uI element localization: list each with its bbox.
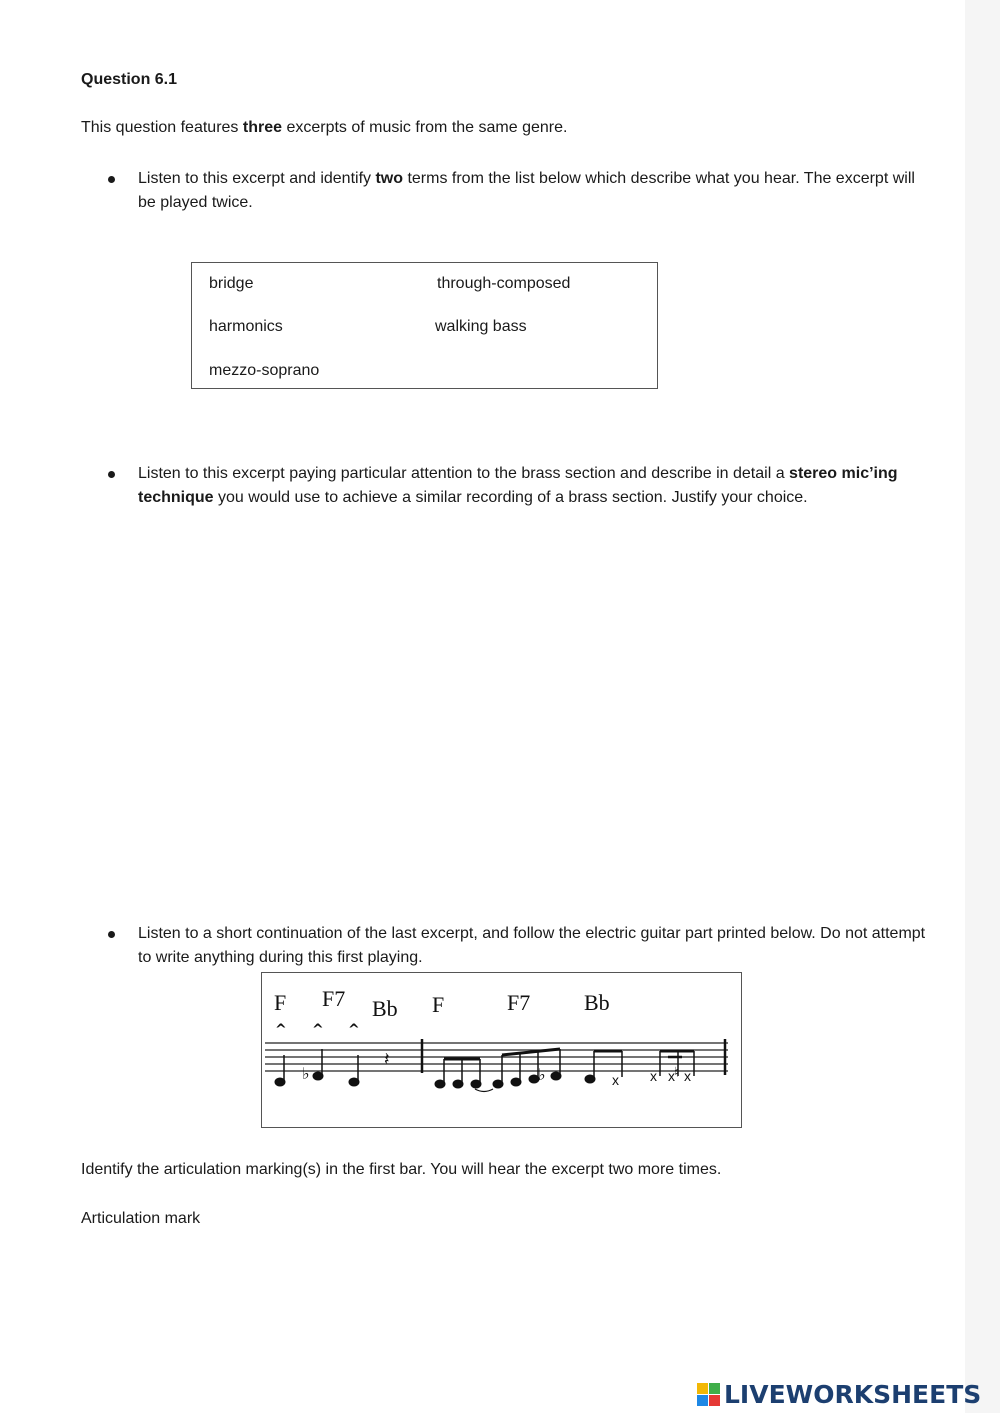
svg-text:x: x — [684, 1068, 691, 1084]
guitar-score — [261, 972, 742, 1128]
svg-text:x: x — [612, 1072, 619, 1088]
chord-symbol: F — [274, 990, 287, 1015]
term-option[interactable]: through-composed — [437, 275, 571, 292]
question-title: Question 6.1 — [81, 71, 178, 88]
score-notation — [262, 973, 743, 1129]
staff-lines — [265, 1043, 728, 1071]
accent-mark: ^ — [312, 1022, 324, 1038]
liveworksheets-logo — [697, 1378, 981, 1410]
term-option[interactable]: bridge — [209, 275, 254, 292]
term-option[interactable]: harmonics — [209, 318, 283, 335]
articulation-mark-label: Articulation mark — [81, 1210, 201, 1227]
svg-text:x: x — [650, 1068, 657, 1084]
bullet-mic-technique: Listen to this excerpt paying particular attention to the brass section and describe in detail a stereo mic’ing technique you would use to achieve a similar recording of a brass section. Justify your choice. — [108, 462, 928, 510]
logo-text: LIVEWORKSHEETS — [724, 1379, 982, 1409]
svg-text:♭: ♭ — [538, 1067, 546, 1084]
svg-text:♭: ♭ — [302, 1066, 310, 1083]
bullet-identify-terms: Listen to this excerpt and identify two terms from the list below which describe what you hear. The excerpt will be played twice. — [108, 167, 928, 215]
logo-icon — [697, 1383, 720, 1406]
chord-symbol: Bb — [372, 996, 398, 1021]
term-option[interactable]: walking bass — [435, 318, 527, 335]
notes — [275, 1049, 694, 1092]
bullet-guitar-part: Listen to a short continuation of the last excerpt, and follow the electric guitar part printed below. Do not attempt to write anything during this first playing. — [108, 922, 928, 970]
bullet-dot — [108, 176, 115, 183]
page-margin — [965, 0, 1000, 1413]
chord-symbol: F7 — [322, 986, 346, 1011]
chord-symbol: Bb — [584, 990, 610, 1015]
bullet-dot — [108, 931, 115, 938]
terms-list-box — [191, 262, 658, 389]
svg-text:♮: ♮ — [674, 1064, 680, 1080]
svg-text:𝄽: 𝄽 — [384, 1049, 390, 1069]
chord-symbol: F — [432, 992, 445, 1017]
bullet-dot — [108, 471, 115, 478]
accent-mark: ^ — [275, 1022, 287, 1038]
identify-articulation-text: Identify the articulation marking(s) in the first bar. You will hear the excerpt two more times. — [81, 1161, 722, 1178]
svg-text:x: x — [668, 1068, 675, 1084]
chord-symbol: F7 — [507, 990, 531, 1015]
term-option[interactable]: mezzo-soprano — [209, 362, 320, 379]
accent-mark: ^ — [348, 1022, 360, 1038]
intro-text: This question features three excerpts of music from the same genre. — [81, 119, 568, 136]
